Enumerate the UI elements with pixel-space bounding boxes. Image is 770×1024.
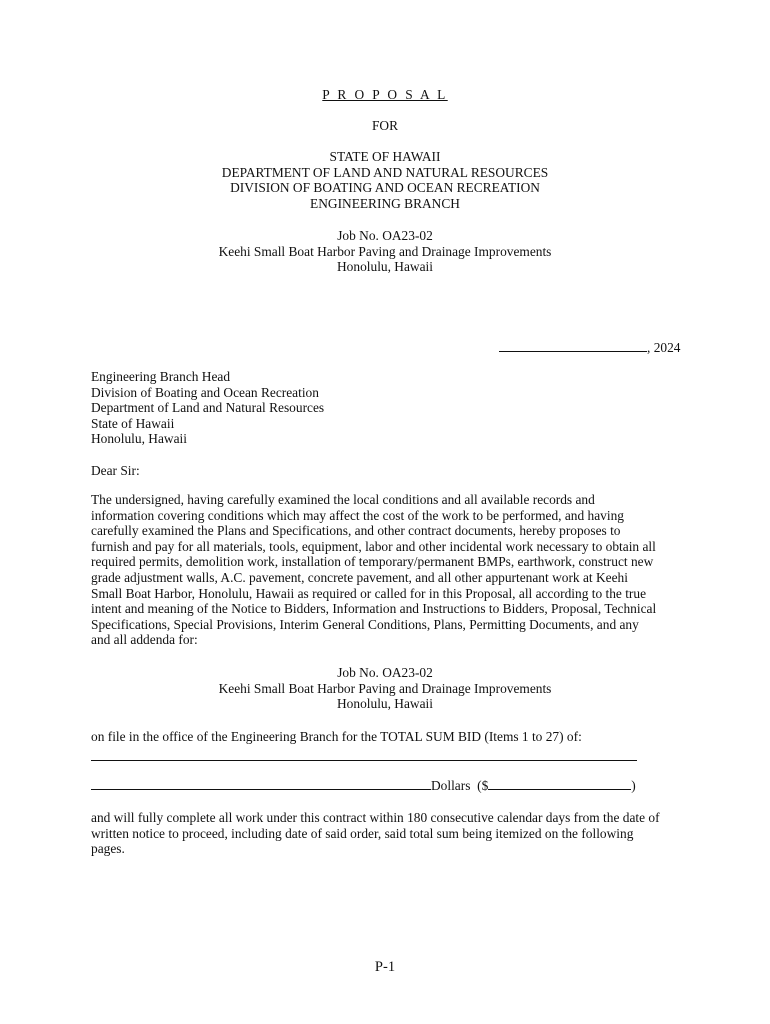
body-line: information covering conditions which may affect the cost of the work to be performed, and having [91,507,624,523]
job-location: Honolulu, Hawaii [337,259,433,275]
body-line: Small Boat Harbor, Honolulu, Hawaii as required or called for in this Proposal, all according to the true [91,585,647,601]
body-line: furnish and pay for all materials, tools, equipment, labor and other incidental work necessary to obtain all [91,538,656,554]
date-line [499,339,680,356]
job-number: Job No. OA23-02 [337,228,433,243]
job-block [0,228,770,275]
closing-paragraph [91,810,691,857]
agency-line-branch: ENGINEERING BRANCH [310,195,460,211]
agency-line-department: DEPARTMENT OF LAND AND NATURAL RESOURCES [221,164,549,180]
job-number-repeat: Job No. OA23-02 [337,665,433,680]
body-line: Specifications, Special Provisions, Interim General Conditions, Plans, Permitting Documents, and any [91,616,639,632]
body-line: carefully examined the Plans and Specifications, and other contract documents, hereby proposes to [91,523,621,539]
dollars-label: Dollars [431,778,471,793]
page-number: P-1 [374,959,396,975]
address-line-4: State of Hawaii [91,415,175,431]
amount-close: ) [631,778,636,793]
document-title: P R O P O S A L [322,87,448,102]
total-sum-words-blank[interactable] [91,760,637,761]
job-location-repeat: Honolulu, Hawaii [337,696,433,712]
on-file-statement: on file in the office of the Engineering Branch for the TOTAL SUM BID (Items 1 to 27) of: [91,729,582,744]
dollars-line [91,777,636,794]
address-line-2: Division of Boating and Ocean Recreation [91,384,319,400]
amount-open: ($ [477,778,489,793]
address-block [91,369,324,447]
closing-line: and will fully complete all work under this contract within 180 consecutive calendar days from the date of [91,810,660,825]
for-label: FOR [371,118,399,133]
address-line-3: Department of Land and Natural Resources [91,400,325,416]
amount-figure-blank[interactable] [488,777,631,790]
closing-line: written notice to proceed, including date of said order, said total sum being itemized on the following [91,825,634,841]
job-title-repeat: Keehi Small Boat Harbor Paving and Drainage Improvements [218,680,552,696]
job-title: Keehi Small Boat Harbor Paving and Drainage Improvements [218,243,552,259]
body-line: The undersigned, having carefully examined the local conditions and all available records and [91,492,595,507]
date-blank-field[interactable] [499,339,647,352]
address-line-1: Engineering Branch Head [91,369,231,384]
date-year: , 2024 [647,340,681,355]
body-line: intent and meaning of the Notice to Bidders, Information and Instructions to Bidders, Proposal, Technical [91,601,657,617]
body-line: and all addenda for: [91,632,198,648]
closing-line: pages. [91,841,125,857]
salutation: Dear Sir: [91,463,140,478]
agency-block [0,149,770,211]
dollars-words-blank[interactable] [91,777,431,790]
agency-line-state: STATE OF HAWAII [329,149,441,164]
body-paragraph [91,492,691,648]
address-line-5: Honolulu, Hawaii [91,431,187,447]
body-line: required permits, demolition work, installation of temporary/permanent BMPs, earthwork, construct new [91,554,654,570]
job-block-repeat [0,665,770,712]
body-line: grade adjustment walls, A.C. pavement, concrete pavement, and all other appurtenant work at Keehi [91,569,628,585]
agency-line-division: DIVISION OF BOATING AND OCEAN RECREATION [230,180,540,196]
